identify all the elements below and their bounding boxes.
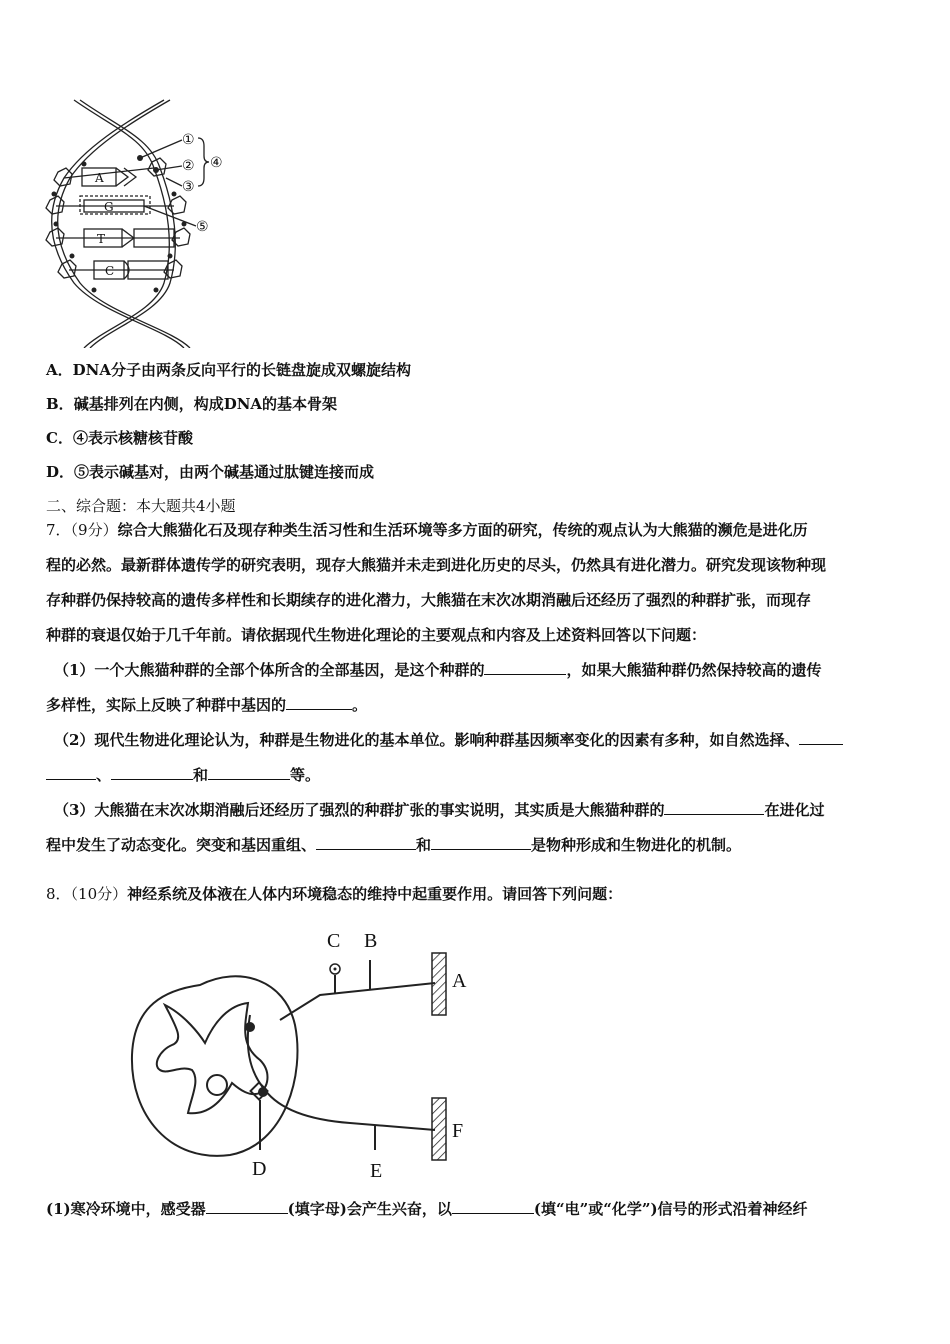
question-7: 7．（9分）综合大熊猫化石及现存种类生活习性和生活环境等多方面的研究，传统的观点认为大熊猫的濒危是进化历 程的必然。最新群体遗传学的研究表明，现存大熊猫并未走到进化历史的尽头，仍然具有进化潜力。研究发现该物种现 存种群仍保持较高的遗传多样性和长期续存的进化潜力，大熊猫在末次冰期消融后还经历了强烈的种群扩张，而现存 种群的衰退仅始于几千年前。请依据现代生物进化理论的主要观点和内容及上述资料回答以下问题： （1）一个大熊猫种群的全部个体所含的全部基因，是这个种群的 ，如果大熊猫种群仍然保持较高的遗传 多样性，实际上反映了种群中基因的 。 （2）现代生物进化理论认为，种群是生物进化的基本单位。影响种群基因频率变化的因素有多种，如自然选择、 、 和 等。 （3）大熊猫在末次冰期消融后还经历了强烈的种群扩张的事实说明，其实质是大熊猫种群的 在进化过 程中发生了动态变化。突变和基因重组、 和 是物种形成和生物进化的机制。: [46, 513, 908, 863]
answer-blank[interactable]: [484, 659, 566, 675]
answer-blank[interactable]: [286, 694, 352, 710]
callout-1: ①: [182, 132, 195, 148]
option-b: B．碱基排列在内侧，构成DNA的基本骨架: [46, 395, 338, 413]
answer-blank[interactable]: [664, 799, 764, 815]
base-t: T: [97, 232, 106, 246]
option-d: D．⑤表示碱基对，由两个碱基通过肽键连接而成: [46, 463, 375, 481]
option-c: C．④表示核糖核苷酸: [46, 429, 193, 447]
answer-blank[interactable]: [316, 834, 416, 850]
dna-structure-figure: [44, 98, 234, 348]
callout-5: ⑤: [196, 219, 209, 235]
option-a: A．DNA分子由两条反向平行的长链盘旋成双螺旋结构: [46, 361, 411, 379]
callout-3: ③: [182, 179, 195, 195]
answer-blank[interactable]: [206, 1198, 288, 1214]
answer-blank[interactable]: [452, 1198, 534, 1214]
reflex-arc-figure: [120, 925, 480, 1190]
answer-blank[interactable]: [46, 764, 96, 780]
label-d: D: [252, 1158, 267, 1180]
base-a: A: [95, 171, 104, 185]
label-e: E: [370, 1160, 383, 1182]
label-a: A: [452, 970, 467, 992]
callout-4: ④: [210, 155, 223, 171]
base-c: C: [105, 264, 115, 278]
question-8: 8．（10分）神经系统及体液在人体内环境稳态的维持中起重要作用。请回答下列问题：: [46, 885, 623, 903]
label-c: C: [327, 930, 341, 952]
label-f: F: [452, 1120, 464, 1142]
question-8-part-1: (1)寒冷环境中，感受器 (填字母)会产生兴奋，以 (填“电”或“化学”)信号的形式沿着神经纤: [46, 1200, 808, 1218]
section-heading: 二、综合题：本大题共4小题: [46, 497, 236, 515]
answer-blank[interactable]: [799, 729, 843, 745]
callout-2: ②: [182, 158, 195, 174]
answer-blank[interactable]: [111, 764, 193, 780]
label-b: B: [364, 930, 378, 952]
base-g: G: [104, 200, 114, 214]
answer-blank[interactable]: [208, 764, 290, 780]
answer-blank[interactable]: [431, 834, 531, 850]
